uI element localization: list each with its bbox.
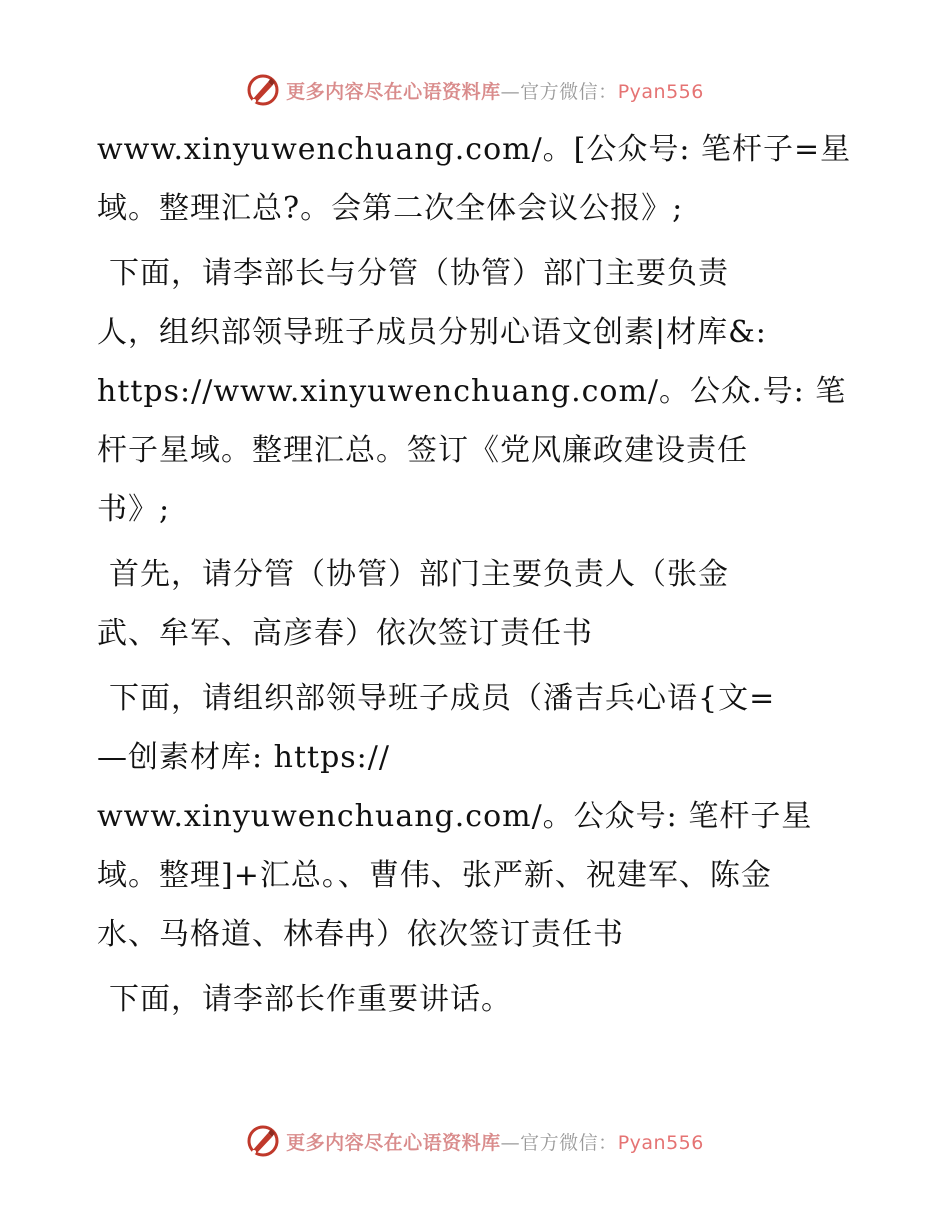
paragraph-5	[97, 970, 857, 1029]
text-line: www.xinyuwenchuang.com/。公众号: 笔杆子星	[97, 799, 813, 834]
watermark-text: 更多内容尽在心语资料库—官方微信：Pyan556	[286, 80, 704, 103]
header-watermark	[0, 70, 950, 110]
pen-logo-icon	[246, 1124, 280, 1158]
paragraph-1	[97, 120, 857, 238]
text-line: 水、马格道、林春冉）依次签订责任书	[97, 917, 624, 952]
text-line: 下面，请李部长作重要讲话。	[109, 982, 512, 1017]
text-line: 首先，请分管（协管）部门主要负责人（张金	[109, 557, 729, 592]
watermark-text: 更多内容尽在心语资料库—官方微信：Pyan556	[286, 1131, 704, 1154]
text-line: 域。整理汇总?。会第二次全体会议公报》;	[97, 191, 684, 226]
footer-watermark	[0, 1121, 950, 1161]
document-body	[97, 120, 857, 1035]
text-line: 下面，请组织部领导班子成员（潘吉兵心语{文=	[109, 681, 776, 716]
paragraph-2	[97, 244, 857, 539]
text-line: 书》;	[97, 492, 171, 527]
paragraph-4	[97, 669, 857, 964]
text-line: 武、牟军、高彦春）依次签订责任书	[97, 616, 593, 651]
text-line: 人，组织部领导班子成员分别心语文创素|材库&:	[97, 315, 767, 350]
paragraph-3	[97, 545, 857, 663]
text-line: 杆子星域。整理汇总。签订《党风廉政建设责任	[97, 433, 748, 468]
text-line: —创素材库: https://	[97, 740, 390, 775]
pen-logo-icon	[246, 73, 280, 107]
text-line: 下面，请李部长与分管（协管）部门主要负责	[109, 256, 729, 291]
text-line: https://www.xinyuwenchuang.com/。公众.号: 笔	[97, 374, 847, 409]
text-line: 域。整理]+汇总。、曹伟、张严新、祝建军、陈金	[97, 858, 772, 893]
text-line: www.xinyuwenchuang.com/。[公众号: 笔杆子=星	[97, 132, 852, 167]
